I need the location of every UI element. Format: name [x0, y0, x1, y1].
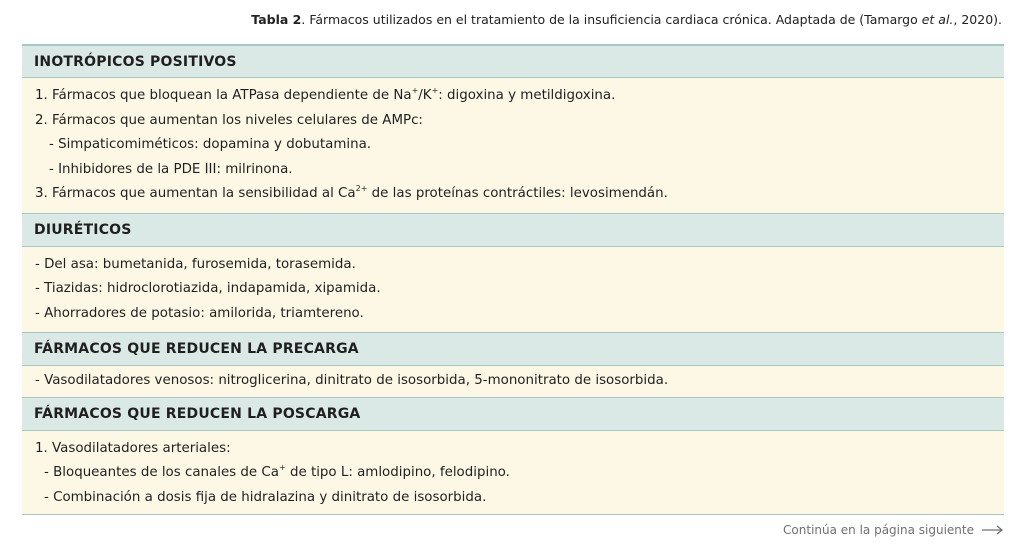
- caption-text-end: , 2020).: [953, 12, 1002, 27]
- list-item: - Tiazidas: hidroclorotiazida, indapamida, xipamida.: [35, 281, 381, 296]
- list-item: - Bloqueantes de los canales de Ca+ de tipo L: amlodipino, felodipino.: [44, 462, 510, 480]
- list-item: - Simpaticomiméticos: dopamina y dobutamina.: [49, 137, 372, 152]
- table-caption: [251, 12, 1002, 27]
- list-item: 1. Vasodilatadores arteriales:: [35, 440, 231, 456]
- section-header-diureticos: DIURÉTICOS: [22, 214, 1004, 247]
- section-body-precarga: [22, 366, 1004, 398]
- list-item: 3. Fármacos que aumentan la sensibilidad al $Ca^{2+}$ de las proteínas contráctiles: levosimendán.: [35, 183, 668, 201]
- section-body-inotropicos: [22, 78, 1004, 214]
- section-header-inotropicos: INOTRÓPICOS POSITIVOS: [22, 46, 1004, 78]
- list-item: - Inhibidores de la PDE III: milrinona.: [49, 161, 293, 177]
- caption-text: . Fármacos utilizados en el tratamiento de la insuficiencia cardiaca crónica. Adaptada de (Tamargo: [301, 12, 922, 27]
- drug-table: [22, 44, 1004, 515]
- list-item: 1. Fármacos que bloquean la ATPasa dependiente de Na+/K+: digoxina y metildigoxina.: [35, 85, 616, 103]
- list-item: - Combinación a dosis fija de hidralazina y dinitrato de isosorbida.: [44, 489, 487, 505]
- section-body-diureticos: [22, 247, 1004, 334]
- list-item: 2. Fármacos que aumentan los niveles celulares de AMPc:: [35, 112, 423, 128]
- list-item: - Vasodilatadores venosos: nitroglicerina, dinitrato de isosorbida, 5-mononitrato de isosorbida.: [35, 373, 669, 388]
- caption-italic: et al.: [921, 12, 954, 27]
- continue-link[interactable]: [783, 523, 1004, 537]
- section-header-precarga: FÁRMACOS QUE REDUCEN LA PRECARGA: [22, 333, 1004, 366]
- arrow-right-icon: [982, 525, 1004, 535]
- list-item: - Del asa: bumetanida, furosemida, torasemida.: [35, 256, 356, 272]
- continue-text: Continúa en la página siguiente: [783, 523, 974, 537]
- section-header-poscarga: FÁRMACOS QUE REDUCEN LA POSCARGA: [22, 398, 1004, 431]
- caption-label: Tabla 2: [251, 12, 302, 27]
- list-item: - Ahorradores de potasio: amilorida, triamtereno.: [35, 305, 364, 321]
- section-body-poscarga: [22, 431, 1004, 516]
